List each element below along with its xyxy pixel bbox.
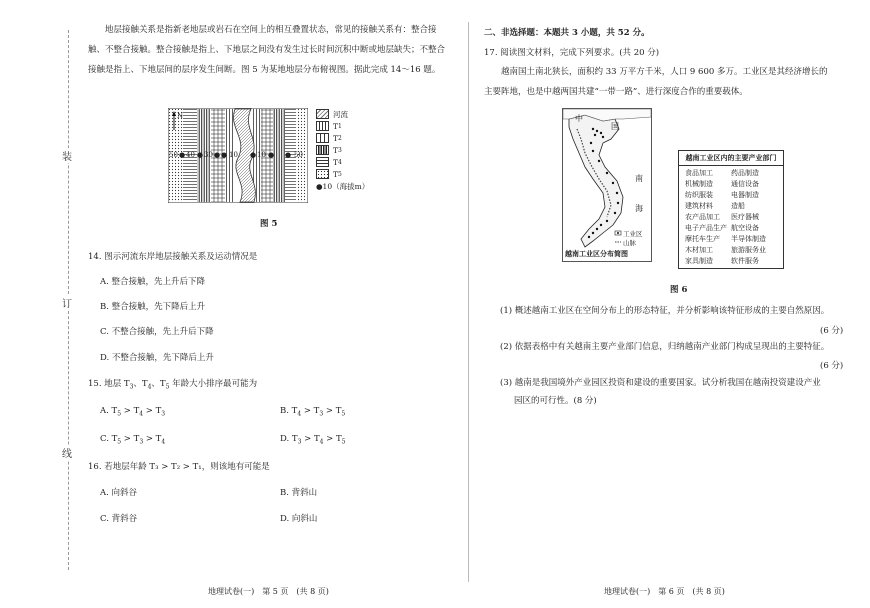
q14-option-b: B. 整合接触，先下降后上升 [100, 302, 206, 312]
legend-item-t3: T 3 [316, 144, 411, 156]
industry-table [678, 150, 784, 269]
q17-sub1: (1) 概述越南工业区在空间分布上的形态特征，并分析影响该特征形成的主要自然原因。 [500, 306, 830, 316]
elevation-label: 10 [257, 151, 266, 159]
intro-line-3: 接触是指上、下地层间的层序发生间断。图 5 为某地地层分布俯视图。据此完成 14～16 题。 [88, 65, 441, 75]
table-cell: 旅游服务业 [731, 246, 766, 254]
table-cell: 软件服务 [731, 257, 759, 265]
table-cell: 药品制造 [731, 169, 759, 177]
q15-option-a: A. $T_5 > T_4 > T_3$ [100, 406, 166, 418]
q16-option-c: C. 背斜谷 [100, 514, 138, 524]
table-cell: 农产品加工 [685, 213, 720, 221]
q17-material [484, 62, 844, 102]
right-page-footer: 地理试卷(一) 第 6 页 (共 8 页) [604, 587, 725, 596]
q17-sub3-line1: (3) 越南是我国境外产业园区投资和建设的重要国家。试分析我国在越南投资建设产业 [500, 378, 821, 388]
legend-item-river: 河流 [316, 108, 411, 120]
strata-legend [316, 108, 411, 192]
table-cell: 木材加工 [685, 246, 713, 254]
map-label-sea-1: 南 [635, 174, 643, 183]
legend-item-t1: T 1 [316, 120, 411, 132]
q17-sub2: (2) 依据表格中有关越南主要产业部门信息，归纳越南产业部门构成呈现出的主要特征。 [500, 342, 830, 352]
legend-item-elevation: ●10（海拔m） [316, 181, 370, 191]
strata-map [168, 108, 308, 203]
q17-sub3-line2: 园区的可行性。(8 分) [514, 396, 597, 406]
left-page-footer: 地理试卷(一) 第 5 页 (共 8 页) [208, 587, 329, 596]
elevation-label: 50 [294, 151, 303, 159]
elevation-label: 50 [169, 151, 178, 159]
q17-sub1-score: (6 分) [820, 326, 844, 336]
table-cell: 建筑材料 [685, 202, 713, 210]
table-cell: 家具制造 [685, 257, 713, 265]
elevation-dot: ● [285, 151, 292, 159]
table-cell: 机械制造 [685, 180, 713, 188]
elevation-label: 40 [186, 151, 195, 159]
section-title: 二、非选择题：本题共 3 小题，共 52 分。 [484, 28, 650, 38]
legend-item-t2: T 2 [316, 132, 411, 144]
table-cell: 造船 [731, 202, 745, 210]
elevation-dot: ● [214, 151, 221, 159]
map-legend-mountain: 山脉 [623, 239, 636, 247]
map-label-china-1: 中 [575, 114, 583, 123]
north-arrow-label: N [177, 112, 184, 120]
industry-table-body [679, 166, 783, 268]
q15-option-b: B. $T_4 > T_3 > T_5$ [280, 406, 346, 418]
q14-option-d: D. 不整合接触，先下降后上升 [100, 353, 214, 363]
map-label-china-2: 国 [611, 122, 619, 131]
q15-stem: 15. 地层 $T_3$、$T_4$、$T_5$ 年龄大小排序最可能为 [88, 379, 258, 391]
q16-option-d: D. 向斜山 [280, 514, 318, 524]
binding-char-2: 订 [62, 295, 72, 310]
map-label-sea-2: 海 [635, 204, 643, 213]
map-title: 越南工业区分布简图 [565, 249, 628, 258]
binding-char-3: 线 [62, 445, 72, 460]
q14-option-a: A. 整合接触，先上升后下降 [100, 277, 206, 287]
elevation-dot: ● [221, 151, 228, 159]
q14-stem: 14. 图示河流东岸地层接触关系及运动情况是 [88, 252, 258, 262]
material-line-2: 主要阵地，也是中越两国共建“一带一路”、进行深度合作的重要载体。 [484, 87, 748, 97]
elevation-dot: ● [268, 151, 275, 159]
intro-line-2: 触、不整合接触。整合接触是指上、下地层之间没有发生过长时间沉积中断或地层缺失；不整合 [88, 45, 446, 55]
q15-option-c: C. $T_5 > T_3 > T_4$ [100, 434, 166, 446]
q16-stem: 16. 若地层年龄 T₃ > T₂ > T₁，则该地有可能是 [88, 462, 270, 472]
q14-option-c: C. 不整合接触，先上升后下降 [100, 327, 214, 337]
table-cell: 纺织服装 [685, 191, 713, 199]
figure-5-caption: 图 5 [260, 219, 278, 229]
legend-item-t4: T 4 [316, 156, 411, 168]
elevation-label: 30 [204, 151, 213, 159]
figure-6-caption: 图 6 [670, 285, 688, 295]
q16-option-b: B. 背斜山 [280, 488, 318, 498]
material-line-1: 越南国土南北狭长，面积约 33 万平方千米，人口 9 600 多万。工业区是其经济增长的 [501, 67, 828, 77]
page-divider [468, 22, 469, 582]
intro-paragraph [88, 20, 458, 80]
intro-line-1: 地层接触关系是指新老地层或岩石在空间上的相互叠置状态，常见的接触关系有：整合接 [105, 25, 437, 35]
elevation-points [168, 151, 308, 161]
map-legend-industrial: 工业区 [623, 230, 643, 238]
industry-table-title: 越南工业区内的主要产业部门 [679, 151, 783, 166]
table-cell: 电器制造 [731, 191, 759, 199]
vietnam-map [562, 108, 652, 262]
elevation-dot: ● [179, 151, 186, 159]
table-cell: 通信设备 [731, 180, 759, 188]
elevation-dot: ● [197, 151, 204, 159]
q15-option-d: D. $T_3 > T_4 > T_5$ [280, 434, 346, 446]
binding-char-1: 装 [62, 148, 72, 163]
q16-option-a: A. 向斜谷 [100, 488, 138, 498]
legend-item-t5: T 5 [316, 168, 411, 180]
elevation-dot: ● [250, 151, 257, 159]
table-cell: 食品加工 [685, 169, 713, 177]
q17-stem: 17. 阅读图文材料，完成下列要求。(共 20 分) [484, 48, 660, 58]
table-cell: 摩托车生产 [685, 235, 720, 243]
elevation-label: 10 [229, 151, 238, 159]
table-cell: 半导体制造 [731, 235, 766, 243]
q17-sub2-score: (6 分) [820, 361, 844, 371]
table-cell: 航空设备 [731, 224, 759, 232]
table-cell: 电子产品生产 [685, 224, 727, 232]
table-cell: 医疗器械 [731, 213, 759, 221]
